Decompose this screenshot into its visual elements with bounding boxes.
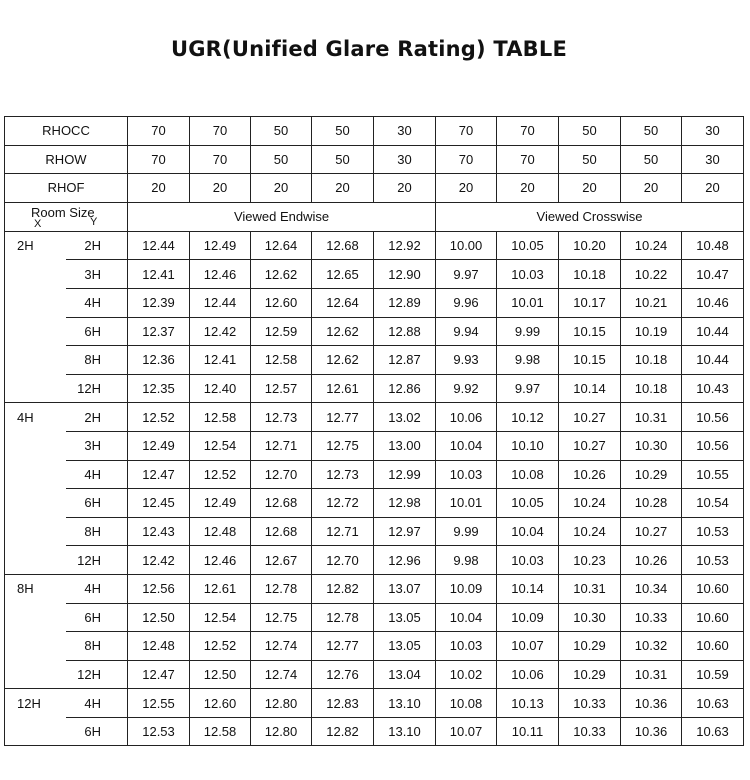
ugr-table-body: [5, 117, 744, 746]
ugr-value-cell: 10.08: [497, 460, 559, 489]
ugr-value-cell: 10.63: [682, 689, 744, 718]
ugr-value-cell: 12.86: [374, 374, 436, 403]
ugr-value-cell: 12.92: [374, 231, 436, 260]
ugr-value-cell: 10.33: [559, 717, 621, 746]
ugr-value-cell: 10.33: [559, 689, 621, 718]
ugr-value-cell: 10.24: [621, 231, 682, 260]
room-y-cell: 3H: [66, 431, 128, 460]
ugr-value-cell: 12.90: [374, 260, 436, 289]
reflectance-value: 20: [251, 174, 312, 203]
ugr-value-cell: 12.37: [128, 317, 190, 346]
ugr-value-cell: 10.05: [497, 231, 559, 260]
ugr-value-cell: 12.40: [190, 374, 251, 403]
ugr-value-cell: 12.83: [312, 689, 374, 718]
ugr-value-cell: 12.42: [190, 317, 251, 346]
ugr-value-cell: 12.77: [312, 632, 374, 661]
ugr-value-cell: 12.71: [251, 431, 312, 460]
ugr-value-cell: 12.74: [251, 632, 312, 661]
ugr-value-cell: 12.57: [251, 374, 312, 403]
room-y-cell: 8H: [66, 517, 128, 546]
ugr-value-cell: 12.41: [190, 346, 251, 375]
reflectance-value: 50: [559, 145, 621, 174]
ugr-value-cell: 10.29: [559, 660, 621, 689]
reflectance-value: 30: [682, 145, 744, 174]
ugr-value-cell: 12.58: [251, 346, 312, 375]
y-axis-label: Y: [90, 215, 98, 228]
ugr-value-cell: 12.65: [312, 260, 374, 289]
reflectance-value: 50: [251, 117, 312, 146]
ugr-value-cell: 9.98: [497, 346, 559, 375]
ugr-value-cell: 10.24: [559, 517, 621, 546]
reflectance-value: 20: [436, 174, 497, 203]
viewed-crosswise-header: Viewed Crosswise: [436, 202, 744, 231]
ugr-value-cell: 10.30: [559, 603, 621, 632]
reflectance-value: 70: [190, 117, 251, 146]
table-row: [5, 517, 744, 546]
ugr-value-cell: 12.62: [251, 260, 312, 289]
ugr-value-cell: 12.62: [312, 346, 374, 375]
reflectance-value: 70: [497, 117, 559, 146]
reflectance-value: 20: [497, 174, 559, 203]
room-x-cell: 8H: [5, 574, 66, 603]
ugr-value-cell: 10.59: [682, 660, 744, 689]
ugr-value-cell: 12.53: [128, 717, 190, 746]
table-row: [5, 574, 744, 603]
ugr-value-cell: 10.10: [497, 431, 559, 460]
ugr-value-cell: 12.52: [190, 460, 251, 489]
ugr-value-cell: 10.36: [621, 689, 682, 718]
ugr-value-cell: 12.48: [128, 632, 190, 661]
room-y-cell: 8H: [66, 632, 128, 661]
ugr-value-cell: 9.93: [436, 346, 497, 375]
reflectance-value: 20: [312, 174, 374, 203]
ugr-value-cell: 12.75: [312, 431, 374, 460]
ugr-value-cell: 12.78: [251, 574, 312, 603]
ugr-value-cell: 10.27: [559, 431, 621, 460]
reflectance-value: 20: [559, 174, 621, 203]
ugr-value-cell: 10.13: [497, 689, 559, 718]
ugr-value-cell: 12.49: [190, 489, 251, 518]
ugr-value-cell: 12.70: [251, 460, 312, 489]
ugr-value-cell: 12.46: [190, 260, 251, 289]
ugr-value-cell: 13.02: [374, 403, 436, 432]
table-row: [5, 660, 744, 689]
ugr-value-cell: 10.11: [497, 717, 559, 746]
ugr-value-cell: 10.29: [621, 460, 682, 489]
room-x-cell: [5, 317, 66, 346]
ugr-value-cell: 12.61: [190, 574, 251, 603]
ugr-value-cell: 10.34: [621, 574, 682, 603]
table-row: [5, 374, 744, 403]
ugr-value-cell: 9.96: [436, 288, 497, 317]
ugr-value-cell: 12.42: [128, 546, 190, 575]
ugr-value-cell: 12.72: [312, 489, 374, 518]
ugr-value-cell: 9.98: [436, 546, 497, 575]
ugr-value-cell: 12.58: [190, 403, 251, 432]
reflectance-value: 20: [374, 174, 436, 203]
ugr-value-cell: 10.03: [436, 460, 497, 489]
table-row: [5, 489, 744, 518]
ugr-value-cell: 12.49: [128, 431, 190, 460]
ugr-value-cell: 12.50: [190, 660, 251, 689]
ugr-value-cell: 9.92: [436, 374, 497, 403]
ugr-value-cell: 10.30: [621, 431, 682, 460]
table-row: [5, 603, 744, 632]
ugr-value-cell: 13.07: [374, 574, 436, 603]
ugr-value-cell: 10.22: [621, 260, 682, 289]
table-row: [5, 431, 744, 460]
room-x-cell: [5, 460, 66, 489]
ugr-value-cell: 10.12: [497, 403, 559, 432]
reflectance-value: 70: [436, 117, 497, 146]
room-x-cell: 12H: [5, 689, 66, 718]
ugr-value-cell: 12.89: [374, 288, 436, 317]
room-y-cell: 6H: [66, 603, 128, 632]
ugr-value-cell: 12.54: [190, 431, 251, 460]
table-row: [5, 689, 744, 718]
viewed-endwise-header: Viewed Endwise: [128, 202, 436, 231]
ugr-value-cell: 10.19: [621, 317, 682, 346]
ugr-value-cell: 10.04: [497, 517, 559, 546]
ugr-value-cell: 12.77: [312, 403, 374, 432]
room-y-cell: 4H: [66, 288, 128, 317]
ugr-value-cell: 12.80: [251, 689, 312, 718]
ugr-value-cell: 12.97: [374, 517, 436, 546]
ugr-value-cell: 10.08: [436, 689, 497, 718]
ugr-value-cell: 12.64: [312, 288, 374, 317]
ugr-value-cell: 10.07: [497, 632, 559, 661]
ugr-value-cell: 9.99: [436, 517, 497, 546]
ugr-value-cell: 12.44: [190, 288, 251, 317]
ugr-value-cell: 10.31: [621, 403, 682, 432]
ugr-value-cell: 10.03: [497, 260, 559, 289]
x-axis-label: X: [34, 217, 42, 230]
room-x-cell: [5, 431, 66, 460]
reflectance-value: 70: [436, 145, 497, 174]
reflectance-value: 70: [128, 117, 190, 146]
table-row: [5, 717, 744, 746]
ugr-value-cell: 12.75: [251, 603, 312, 632]
ugr-value-cell: 12.43: [128, 517, 190, 546]
table-row: [5, 260, 744, 289]
room-y-cell: 4H: [66, 460, 128, 489]
ugr-value-cell: 12.61: [312, 374, 374, 403]
ugr-value-cell: 10.44: [682, 317, 744, 346]
ugr-value-cell: 12.67: [251, 546, 312, 575]
room-y-cell: 8H: [66, 346, 128, 375]
reflectance-value: 20: [682, 174, 744, 203]
table-row: [5, 546, 744, 575]
ugr-value-cell: 13.10: [374, 717, 436, 746]
ugr-value-cell: 12.45: [128, 489, 190, 518]
ugr-value-cell: 12.82: [312, 574, 374, 603]
ugr-value-cell: 10.26: [621, 546, 682, 575]
room-y-cell: 12H: [66, 374, 128, 403]
ugr-value-cell: 12.68: [251, 517, 312, 546]
room-x-cell: [5, 632, 66, 661]
room-x-cell: [5, 288, 66, 317]
ugr-value-cell: 10.05: [497, 489, 559, 518]
room-x-cell: [5, 346, 66, 375]
ugr-value-cell: 10.26: [559, 460, 621, 489]
ugr-value-cell: 10.56: [682, 403, 744, 432]
ugr-value-cell: 12.96: [374, 546, 436, 575]
ugr-value-cell: 12.58: [190, 717, 251, 746]
room-size-cell: [5, 202, 128, 231]
ugr-value-cell: 12.59: [251, 317, 312, 346]
ugr-value-cell: 12.62: [312, 317, 374, 346]
table-row: [5, 460, 744, 489]
ugr-value-cell: 12.60: [251, 288, 312, 317]
room-x-cell: [5, 374, 66, 403]
ugr-value-cell: 10.32: [621, 632, 682, 661]
ugr-value-cell: 9.94: [436, 317, 497, 346]
room-y-cell: 3H: [66, 260, 128, 289]
ugr-value-cell: 10.14: [559, 374, 621, 403]
ugr-value-cell: 10.54: [682, 489, 744, 518]
ugr-value-cell: 10.03: [497, 546, 559, 575]
room-y-cell: 4H: [66, 574, 128, 603]
ugr-value-cell: 10.00: [436, 231, 497, 260]
ugr-value-cell: 10.29: [559, 632, 621, 661]
ugr-value-cell: 12.52: [190, 632, 251, 661]
room-x-cell: [5, 517, 66, 546]
ugr-value-cell: 10.18: [559, 260, 621, 289]
ugr-value-cell: 12.99: [374, 460, 436, 489]
ugr-value-cell: 10.07: [436, 717, 497, 746]
ugr-value-cell: 12.82: [312, 717, 374, 746]
ugr-value-cell: 13.04: [374, 660, 436, 689]
room-y-cell: 6H: [66, 717, 128, 746]
ugr-value-cell: 10.18: [621, 374, 682, 403]
room-size-header-row: [5, 202, 744, 231]
ugr-value-cell: 12.41: [128, 260, 190, 289]
rhocc-row: [5, 117, 744, 146]
ugr-value-cell: 10.60: [682, 603, 744, 632]
ugr-value-cell: 9.97: [497, 374, 559, 403]
ugr-value-cell: 13.10: [374, 689, 436, 718]
ugr-value-cell: 10.14: [497, 574, 559, 603]
ugr-value-cell: 12.49: [190, 231, 251, 260]
ugr-value-cell: 10.27: [621, 517, 682, 546]
ugr-value-cell: 12.98: [374, 489, 436, 518]
reflectance-value: 50: [621, 117, 682, 146]
reflectance-value: 70: [497, 145, 559, 174]
ugr-value-cell: 12.70: [312, 546, 374, 575]
ugr-value-cell: 12.73: [312, 460, 374, 489]
ugr-value-cell: 10.63: [682, 717, 744, 746]
ugr-value-cell: 12.64: [251, 231, 312, 260]
ugr-value-cell: 10.15: [559, 317, 621, 346]
ugr-value-cell: 10.55: [682, 460, 744, 489]
ugr-value-cell: 10.21: [621, 288, 682, 317]
ugr-value-cell: 12.68: [312, 231, 374, 260]
ugr-value-cell: 12.56: [128, 574, 190, 603]
ugr-value-cell: 12.74: [251, 660, 312, 689]
room-x-cell: [5, 660, 66, 689]
table-row: [5, 288, 744, 317]
rhow-row: [5, 145, 744, 174]
ugr-value-cell: 10.04: [436, 603, 497, 632]
ugr-value-cell: 10.48: [682, 231, 744, 260]
ugr-value-cell: 9.97: [436, 260, 497, 289]
room-y-cell: 12H: [66, 660, 128, 689]
ugr-value-cell: 13.05: [374, 603, 436, 632]
table-row: [5, 231, 744, 260]
ugr-value-cell: 12.60: [190, 689, 251, 718]
ugr-value-cell: 12.52: [128, 403, 190, 432]
ugr-value-cell: 12.50: [128, 603, 190, 632]
ugr-value-cell: 12.46: [190, 546, 251, 575]
ugr-value-cell: 10.03: [436, 632, 497, 661]
ugr-value-cell: 10.01: [497, 288, 559, 317]
ugr-value-cell: 10.09: [436, 574, 497, 603]
ugr-value-cell: 12.36: [128, 346, 190, 375]
reflectance-value: 50: [251, 145, 312, 174]
ugr-value-cell: 13.00: [374, 431, 436, 460]
row-label: RHOCC: [5, 117, 128, 146]
room-x-cell: [5, 260, 66, 289]
reflectance-value: 30: [374, 117, 436, 146]
reflectance-value: 50: [559, 117, 621, 146]
ugr-value-cell: 10.06: [436, 403, 497, 432]
ugr-value-cell: 10.04: [436, 431, 497, 460]
reflectance-value: 70: [190, 145, 251, 174]
ugr-value-cell: 12.44: [128, 231, 190, 260]
room-x-cell: [5, 603, 66, 632]
ugr-value-cell: 12.87: [374, 346, 436, 375]
page-title: UGR(Unified Glare Rating) TABLE: [170, 37, 568, 61]
reflectance-value: 20: [621, 174, 682, 203]
ugr-value-cell: 12.39: [128, 288, 190, 317]
room-x-cell: [5, 546, 66, 575]
ugr-value-cell: 10.33: [621, 603, 682, 632]
ugr-value-cell: 10.23: [559, 546, 621, 575]
room-y-cell: 6H: [66, 317, 128, 346]
rhof-row: [5, 174, 744, 203]
reflectance-value: 50: [312, 117, 374, 146]
reflectance-value: 50: [621, 145, 682, 174]
ugr-value-cell: 10.53: [682, 546, 744, 575]
ugr-value-cell: 12.80: [251, 717, 312, 746]
room-x-cell: [5, 717, 66, 746]
ugr-value-cell: 12.78: [312, 603, 374, 632]
ugr-value-cell: 10.60: [682, 632, 744, 661]
ugr-value-cell: 10.06: [497, 660, 559, 689]
ugr-value-cell: 12.73: [251, 403, 312, 432]
row-label: RHOF: [5, 174, 128, 203]
room-x-cell: [5, 489, 66, 518]
ugr-value-cell: 10.31: [621, 660, 682, 689]
ugr-value-cell: 10.60: [682, 574, 744, 603]
ugr-value-cell: 10.01: [436, 489, 497, 518]
ugr-value-cell: 10.46: [682, 288, 744, 317]
reflectance-value: 20: [128, 174, 190, 203]
ugr-value-cell: 12.76: [312, 660, 374, 689]
ugr-value-cell: 13.05: [374, 632, 436, 661]
room-x-cell: 2H: [5, 231, 66, 260]
room-y-cell: 12H: [66, 546, 128, 575]
ugr-value-cell: 10.44: [682, 346, 744, 375]
ugr-value-cell: 10.17: [559, 288, 621, 317]
reflectance-value: 30: [374, 145, 436, 174]
row-label: RHOW: [5, 145, 128, 174]
ugr-value-cell: 12.55: [128, 689, 190, 718]
ugr-value-cell: 9.99: [497, 317, 559, 346]
table-row: [5, 346, 744, 375]
ugr-value-cell: 10.15: [559, 346, 621, 375]
ugr-table: [4, 116, 744, 746]
ugr-value-cell: 12.35: [128, 374, 190, 403]
room-size-label: Room Size: [31, 204, 95, 220]
reflectance-value: 30: [682, 117, 744, 146]
ugr-value-cell: 10.02: [436, 660, 497, 689]
reflectance-value: 20: [190, 174, 251, 203]
ugr-value-cell: 12.47: [128, 660, 190, 689]
room-y-cell: 2H: [66, 403, 128, 432]
ugr-value-cell: 12.48: [190, 517, 251, 546]
room-y-cell: 6H: [66, 489, 128, 518]
room-x-cell: 4H: [5, 403, 66, 432]
table-row: [5, 403, 744, 432]
ugr-value-cell: 10.47: [682, 260, 744, 289]
table-row: [5, 317, 744, 346]
ugr-value-cell: 12.54: [190, 603, 251, 632]
ugr-value-cell: 12.68: [251, 489, 312, 518]
reflectance-value: 70: [128, 145, 190, 174]
room-y-cell: 2H: [66, 231, 128, 260]
reflectance-value: 50: [312, 145, 374, 174]
ugr-value-cell: 10.27: [559, 403, 621, 432]
ugr-value-cell: 10.36: [621, 717, 682, 746]
room-y-cell: 4H: [66, 689, 128, 718]
ugr-value-cell: 10.28: [621, 489, 682, 518]
ugr-value-cell: 10.18: [621, 346, 682, 375]
ugr-value-cell: 10.20: [559, 231, 621, 260]
ugr-value-cell: 10.53: [682, 517, 744, 546]
table-row: [5, 632, 744, 661]
ugr-value-cell: 10.43: [682, 374, 744, 403]
ugr-value-cell: 12.47: [128, 460, 190, 489]
ugr-value-cell: 10.31: [559, 574, 621, 603]
ugr-value-cell: 12.88: [374, 317, 436, 346]
ugr-value-cell: 10.56: [682, 431, 744, 460]
ugr-value-cell: 10.09: [497, 603, 559, 632]
ugr-value-cell: 12.71: [312, 517, 374, 546]
ugr-value-cell: 10.24: [559, 489, 621, 518]
